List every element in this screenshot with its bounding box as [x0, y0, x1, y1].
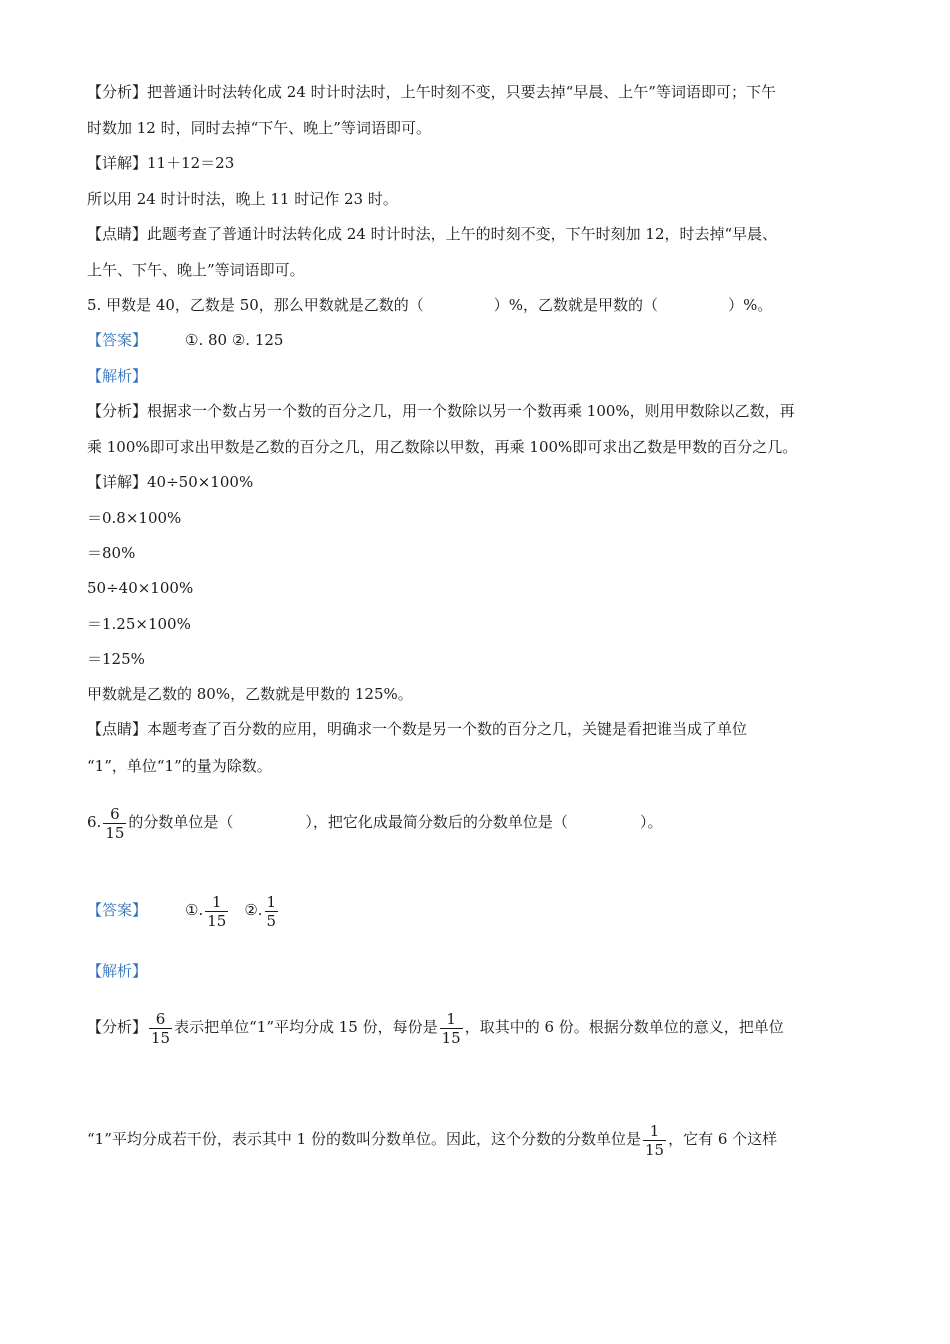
fraction-numerator: 6: [103, 805, 126, 824]
answer-tag: 【答案】: [87, 331, 148, 349]
jiexi-tag: 【解析】: [87, 367, 148, 385]
question-text: 5. 甲数是 40，乙数是 50，那么甲数就是乙数的（: [87, 296, 424, 314]
fraction-numerator: 1: [205, 893, 228, 912]
question-number: 6.: [87, 813, 102, 831]
question-text: ）。: [639, 813, 663, 831]
question-text: 的分数单位是（: [128, 813, 234, 831]
detail-line: 【详解】40÷50×100%: [87, 473, 254, 491]
comment-paragraph-line: 【点睛】本题考查了百分数的应用，明确求一个数是另一个数的百分之几，关键是看把谁当成了单位: [87, 720, 748, 738]
fraction-numerator: 1: [440, 1010, 463, 1029]
analysis-paragraph-line: [87, 1005, 784, 1049]
fraction: [205, 893, 228, 930]
comment-paragraph-line: “1”，单位“1”的量为除数。: [87, 757, 272, 775]
analysis-text: ，它有 6 个这样: [668, 1130, 778, 1148]
fraction-denominator: 15: [441, 1028, 461, 1047]
answer-text: ①. 80 ②. 125: [185, 331, 284, 349]
question-5: [87, 295, 772, 315]
fraction-denominator: 5: [266, 911, 277, 930]
fraction-denominator: 15: [207, 911, 227, 930]
fraction-denominator: 15: [105, 823, 125, 842]
fraction-numerator: 6: [149, 1010, 172, 1029]
answer-line: [87, 888, 280, 932]
fraction-numerator: 1: [643, 1122, 666, 1141]
analysis-paragraph-line: [87, 1117, 777, 1161]
fraction-denominator: 15: [644, 1140, 665, 1159]
analysis-paragraph-line: 乘 100%即可求出甲数是乙数的百分之几，用乙数除以甲数，再乘 100%即可求出乙数是甲数的百分之几。: [87, 438, 798, 456]
question-text: ）%。: [728, 296, 773, 314]
fraction: [643, 1122, 666, 1159]
answer-label: ①.: [185, 901, 204, 919]
question-text: ）%，乙数就是甲数的（: [493, 296, 659, 314]
detail-line: ＝80%: [87, 544, 136, 562]
comment-paragraph-line: 【点睛】此题考查了普通计时法转化成 24 时计时法，上午的时刻不变，下午时刻加 12，时去掉“早晨、: [87, 225, 778, 243]
fraction: [103, 805, 126, 842]
fraction: [149, 1010, 172, 1047]
detail-line: ＝1.25×100%: [87, 615, 191, 633]
analysis-paragraph-line: 【分析】根据求一个数占另一个数的百分之几，用一个数除以另一个数再乘 100%，则用甲数除以乙数，再: [87, 402, 795, 420]
jiexi-tag: 【解析】: [87, 962, 148, 980]
analysis-text: 表示把单位“1”平均分成 15 份，每份是: [174, 1018, 438, 1036]
analysis-paragraph-line: 【分析】把普通计时法转化成 24 时计时法时，上午时刻不变，只要去掉“早晨、上午”等词语即可；下午: [87, 83, 776, 101]
analysis-text: ，取其中的 6 份。根据分数单位的意义，把单位: [464, 1018, 784, 1036]
comment-paragraph-line: 上午、下午、晚上”等词语即可。: [87, 261, 305, 279]
conclusion-line: 所以用 24 时计时法，晚上 11 时记作 23 时。: [87, 190, 398, 208]
analysis-text: “1”平均分成若干份，表示其中 1 份的数叫分数单位。因此，这个分数的分数单位是: [87, 1130, 641, 1148]
answer-label: ②.: [244, 901, 263, 919]
analysis-paragraph-line: 时数加 12 时，同时去掉“下午、晚上”等词语即可。: [87, 119, 431, 137]
detail-line: 【详解】11＋12＝23: [87, 154, 235, 172]
detail-line: 甲数就是乙数的 80%，乙数就是甲数的 125%。: [87, 685, 413, 703]
fraction-denominator: 15: [151, 1028, 171, 1047]
answer-tag: 【答案】: [87, 901, 148, 919]
fraction-numerator: 1: [266, 892, 277, 911]
detail-line: ＝125%: [87, 650, 145, 668]
fraction: [440, 1010, 463, 1047]
answer-line: [87, 330, 283, 350]
question-6: [87, 800, 662, 844]
analysis-tag: 【分析】: [87, 1018, 148, 1036]
detail-line: 50÷40×100%: [87, 579, 194, 597]
detail-line: ＝0.8×100%: [87, 509, 182, 527]
fraction: [265, 893, 279, 930]
question-text: ），把它化成最简分数后的分数单位是（: [305, 813, 568, 831]
